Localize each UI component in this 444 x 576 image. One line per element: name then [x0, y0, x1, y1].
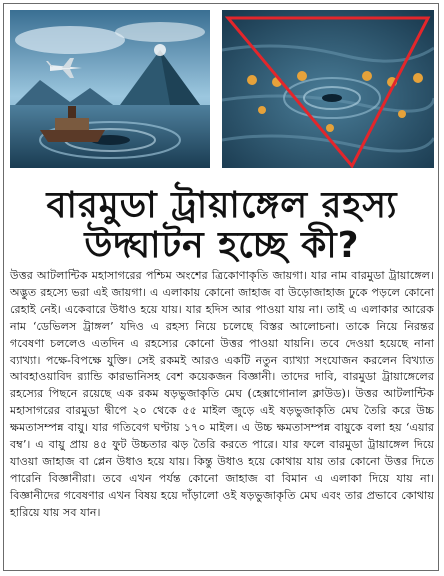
- photo-ocean-triangle: [222, 10, 434, 168]
- article-body: উত্তর আটলান্টিক মহাসাগরের পশ্চিম অংশের ত্রিকোণাকৃতি জায়গা। যার নাম বারমুডা ট্রায়াঙ্গেল। অদ্ভুত রহস্যে ভরা এই জায়গা। এ এলাকায় কোনো জাহাজ বা উড়োজাহাজ ঢুকে পড়লে কোনো রেহাই নেই। একেবারে উধাও হয়ে যায়। যার হদিস আর পাওয়া যায় না। তাই এ এলাকার আরেক নাম ‘ডেভিলস ট্রাঙ্গল’ যদিও এ রহস্য নিয়ে চলেছে বিস্তর আলোচনা। তাকে নিয়ে নিরন্তর গবেষণা চললেও এতদিন এ রহস্যের কোনো উত্তর পাওয়া যায়নি। তবে দেওয়া হয়েছে নানা ব্যাখ্যা। পক্ষে-বিপক্ষে যুক্তি। সেই রকমই আরও একটি নতুন ব্যাখ্যা সংযোজন করলেন বিখ্যাত আবহাওয়াবিদ র‍্যান্ডি কারভানিসহ বেশ কয়েকজন বিজ্ঞানী। তাদের দাবি, বারমুডা ট্রায়াঙ্গেলের রহস্যের পিছনে রয়েছে এক রকম ষড়ভুজাকৃতি মেঘ (হেক্সাগোনাল ক্লাউড)। উত্তর আটলান্টিক মহাসাগরের বারমুডা দ্বীপে ২০ থেকে ৫৫ মাইল জুড়ে এই ষড়ভুজাকৃতি মেঘ তৈরি করে উচ্চ ক্ষমতাসম্পন্ন বায়ু। যার গতিবেগ ঘণ্টায় ১৭০ মাইল। এ উচ্চ ক্ষমতাসম্পন্ন বায়ুকে বলা হয় ‘এয়ার বম্ব’। এ বায়ু প্রায় ৪৫ ফুট উচ্চতার ঝড় তৈরি করতে পারে। যার ফলে বারমুডা ট্রায়াঙ্গেল দিয়ে যাওয়া জাহাজ বা প্লেন উধাও হয়ে যায়। কিন্তু উধাও হয়ে কোথায় যায় তার কোনো উত্তর দিতে পারেনি বিজ্ঞানীরা। তবে এখন পর্যন্ত কোনো জাহাজ বা বিমান এ এলাকা দিয়ে যায় না। বিজ্ঞানীদের গবেষণার এখন বিষয় হয়ে দাঁড়ালো ওই ষড়ভুজাকৃতি মেঘ এবং তার প্রভাবে কোথায় হারিয়ে যায় সব যান।: [10, 269, 434, 519]
- headline-line-2: উদ্ঘাটন হচ্ছে কী?: [84, 225, 360, 266]
- headline-line-1: বারমুডা ট্রায়াঙ্গেল রহস্য: [46, 185, 398, 226]
- illustration-ship-plane: [10, 10, 210, 168]
- photo-strip: [10, 10, 434, 168]
